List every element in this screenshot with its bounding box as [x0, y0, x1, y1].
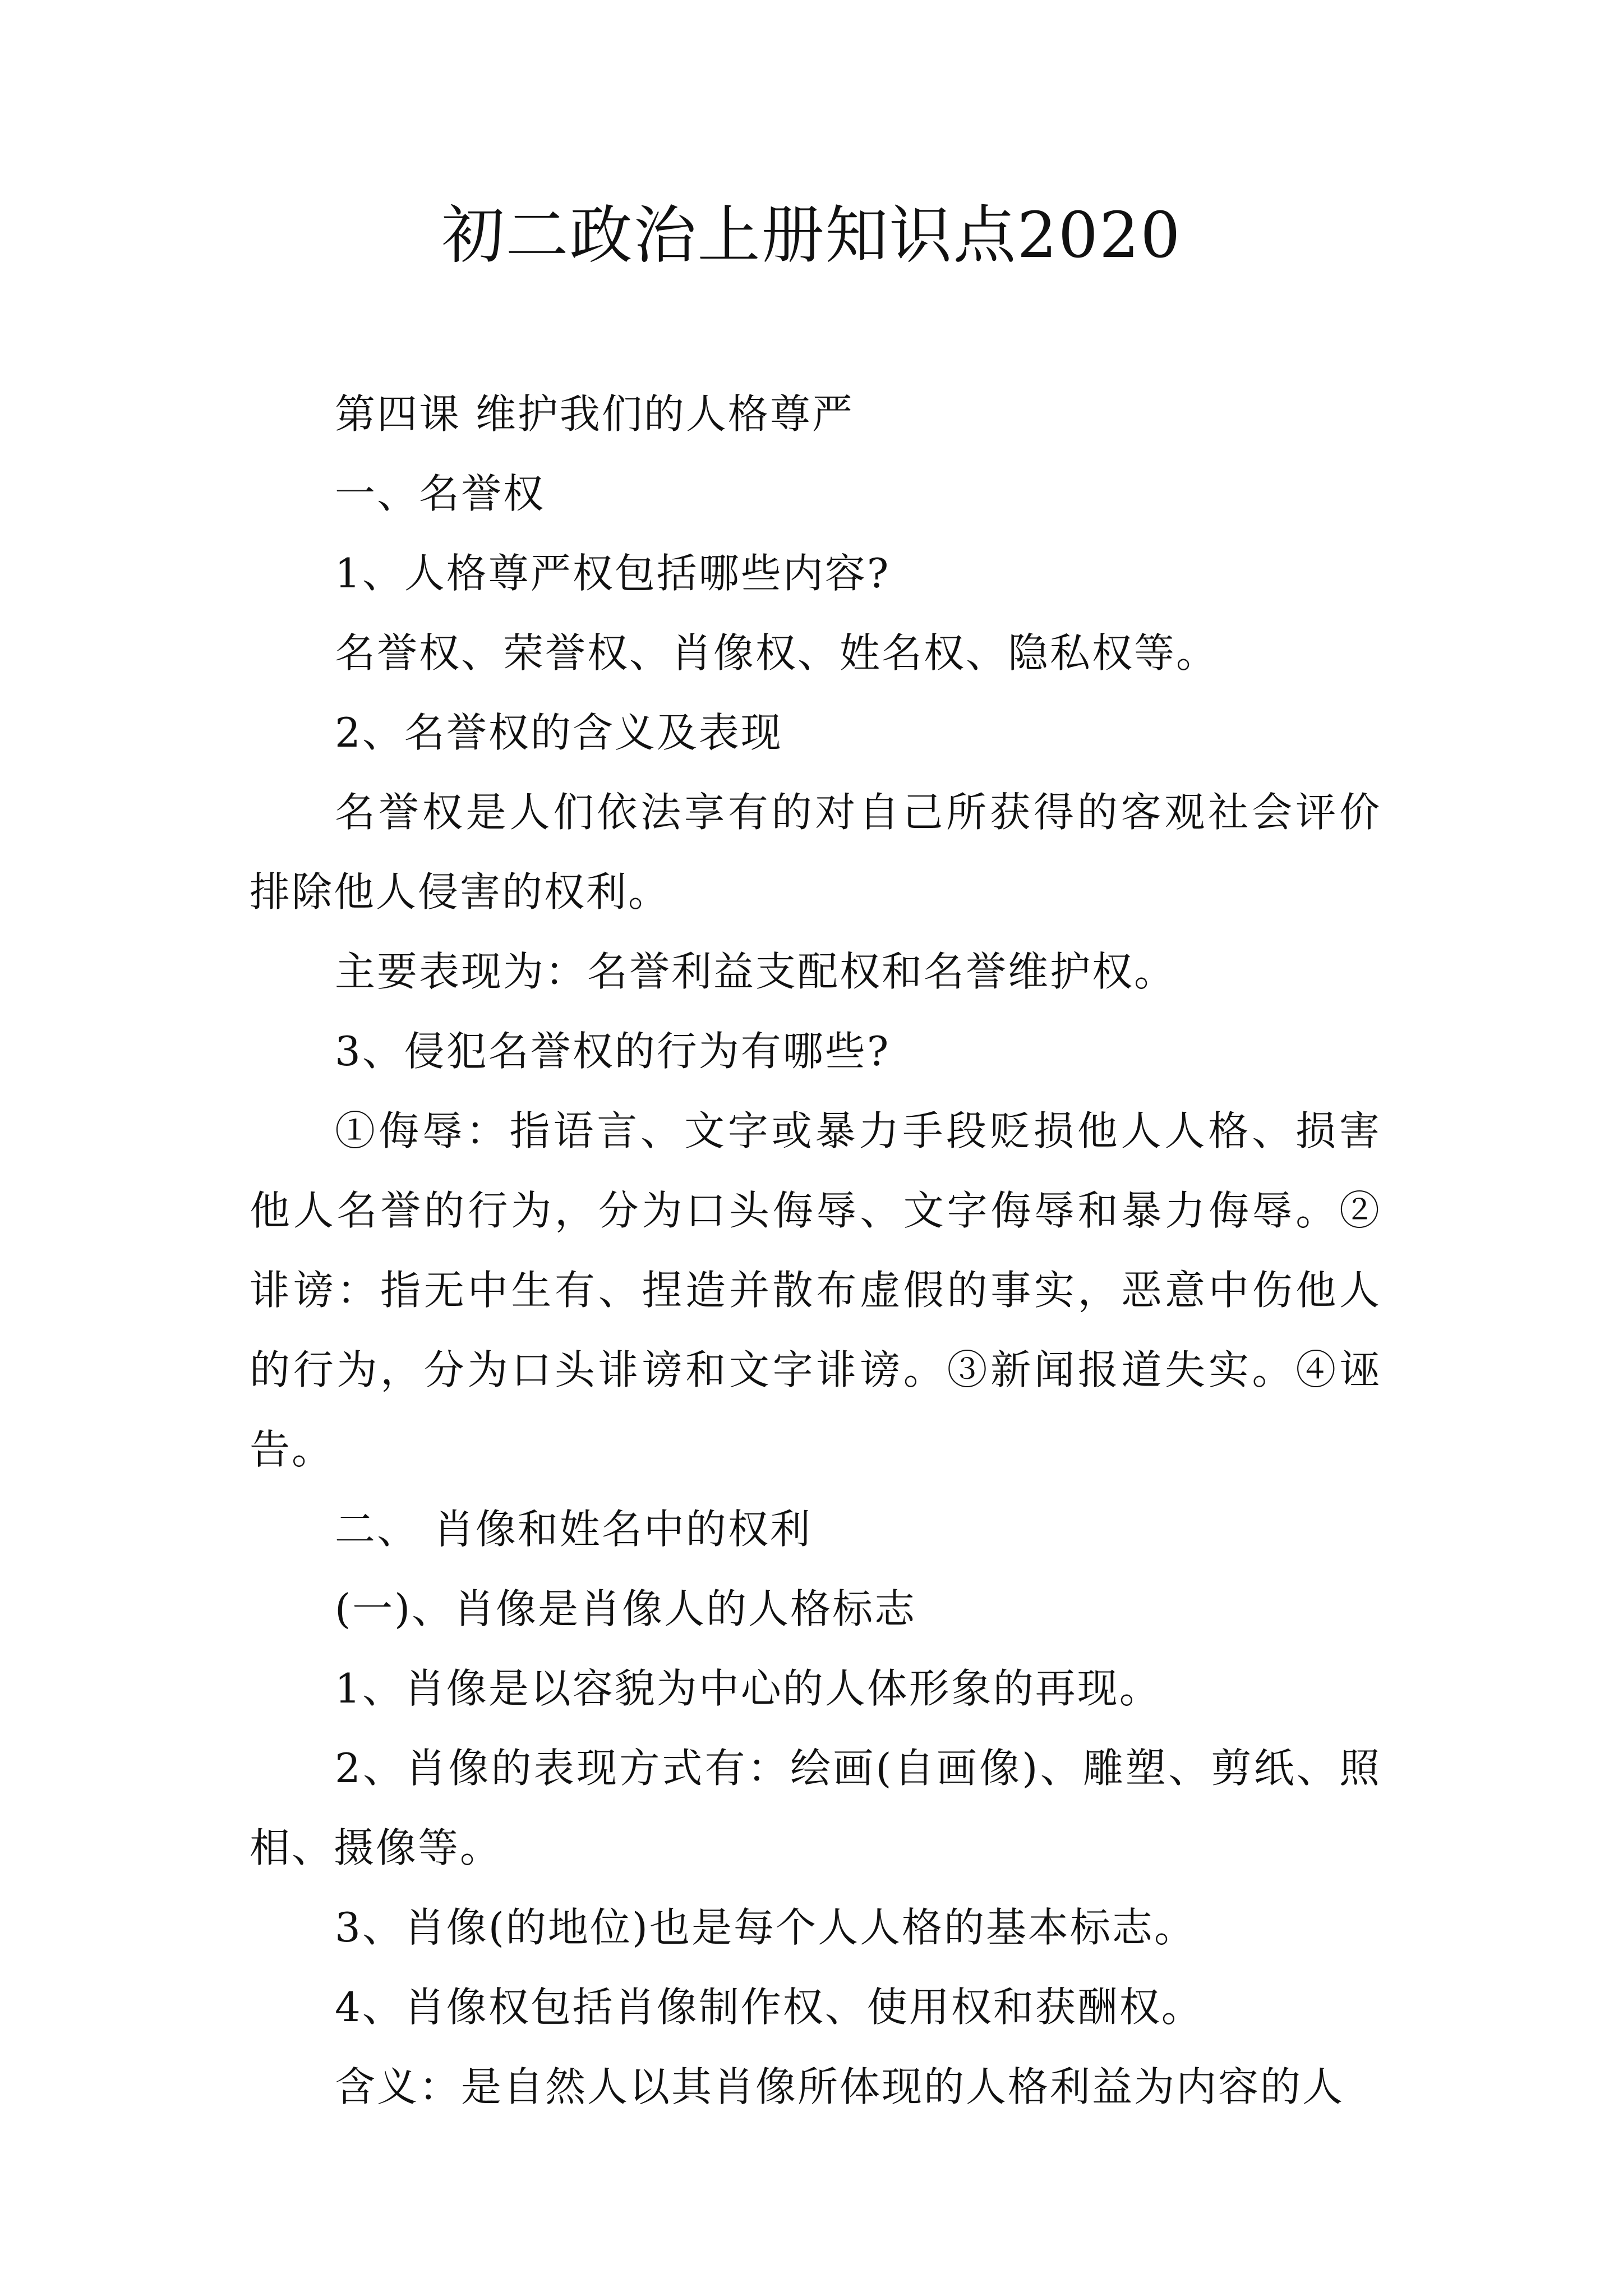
paragraph-answer: 4、肖像权包括肖像制作权、使用权和获酬权。: [335, 1984, 1204, 2031]
paragraph-definition: 含义：是自然人以其肖像所体现的人格利益为内容的人: [335, 2063, 1345, 2110]
document-body: [250, 374, 1381, 2127]
paragraph-answer: 2、肖像的表现方式有：绘画(自画像)、雕塑、剪纸、照相、摄像等。: [250, 1745, 1381, 1871]
paragraph-question: 2、名誉权的含义及表现: [335, 709, 783, 756]
paragraph-question: 3、侵犯名誉权的行为有哪些?: [335, 1028, 891, 1075]
paragraph-question: 1、人格尊严权包括哪些内容?: [335, 550, 891, 597]
paragraph-subsection-heading: (一)、肖像是肖像人的人格标志: [335, 1585, 917, 1632]
paragraph-answer: 主要表现为：名誉利益支配权和名誉维护权。: [335, 948, 1177, 995]
paragraph-answer: 名誉权、荣誉权、肖像权、姓名权、隐私权等。: [335, 629, 1219, 677]
paragraph-lesson-heading: 第四课 维护我们的人格尊严: [335, 390, 854, 438]
paragraph-answer: 1、肖像是以容貌为中心的人体形象的再现。: [335, 1665, 1161, 1712]
document-title: 初二政治上册知识点2020: [441, 199, 1182, 272]
paragraph-explanation: ①侮辱：指语言、文字或暴力手段贬损他人人格、损害他人名誉的行为，分为口头侮辱、文字侮辱和暴力侮辱。②诽谤：指无中生有、捏造并散布虚假的事实，恶意中伤他人的行为，分为口头诽谤和文字诽谤。③新闻报道失实。④诬告。: [250, 1107, 1381, 1473]
paragraph-section-heading: 二、 肖像和姓名中的权利: [335, 1506, 812, 1553]
paragraph-definition: 名誉权是人们依法享有的对自己所获得的客观社会评价排除他人侵害的权利。: [250, 789, 1381, 915]
paragraph-answer: 3、肖像(的地位)也是每个人人格的基本标志。: [335, 1904, 1196, 1951]
paragraph-section-heading: 一、名誉权: [335, 470, 546, 517]
